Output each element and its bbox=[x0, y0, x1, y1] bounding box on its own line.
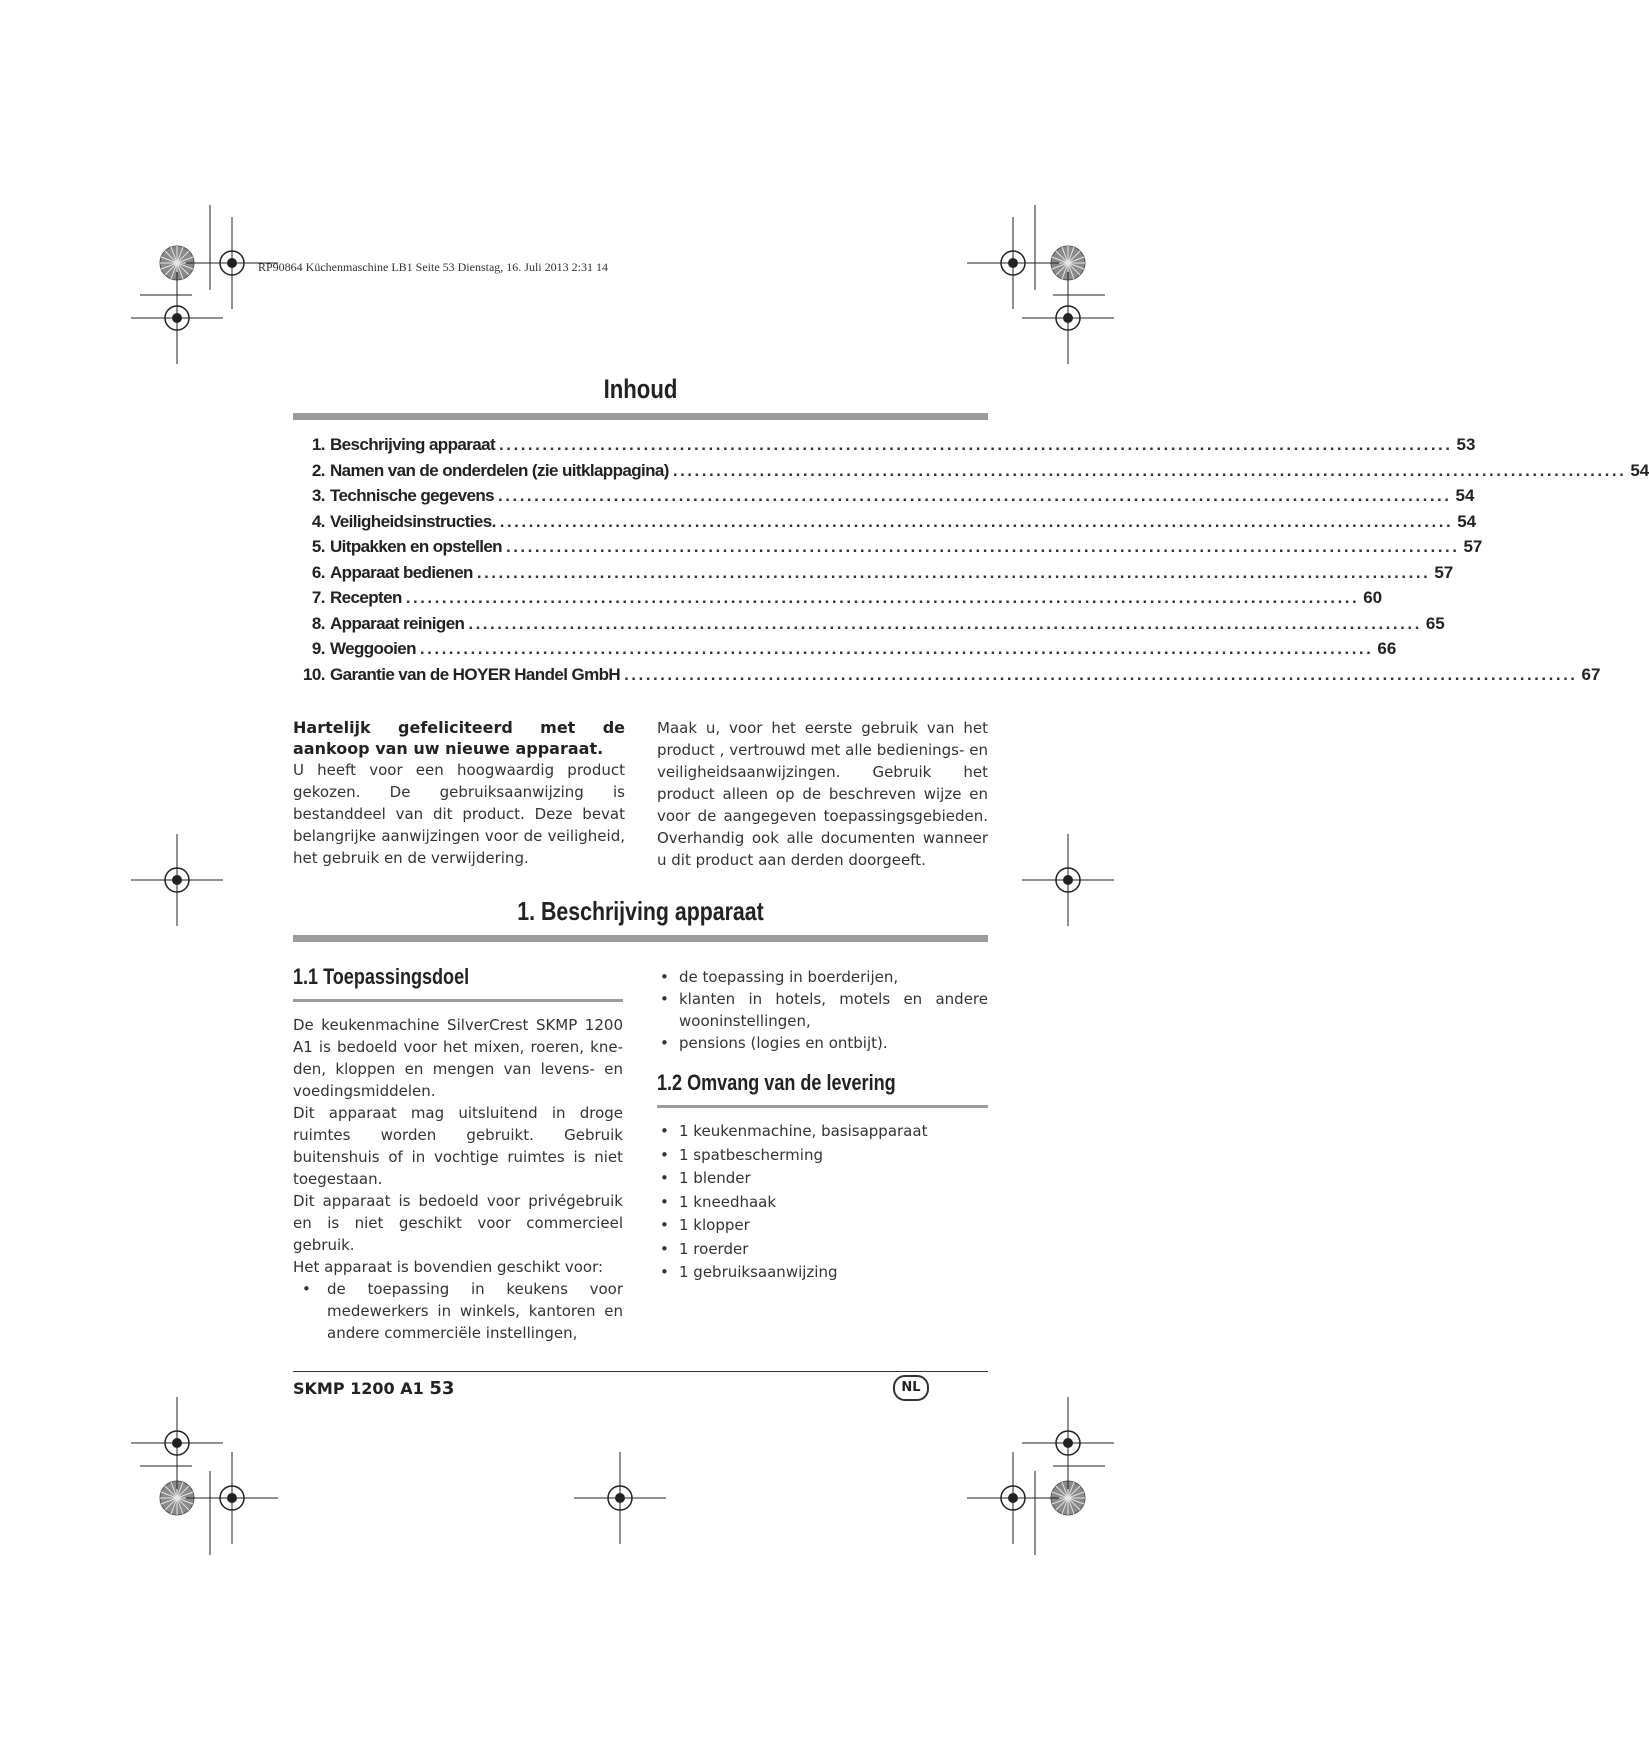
toc-row[interactable]: 6. Apparaat bedienen .................................................................................................................................... 57 bbox=[311, 562, 1454, 582]
subsection-title: 1.2 Omvang van de levering bbox=[657, 1070, 896, 1095]
delivery-scope-list bbox=[657, 1120, 988, 1285]
toc-row[interactable]: 3. Technische gegevens .................................................................................................................................... 54 bbox=[311, 486, 1475, 505]
print-info-line: RP90864 Küchenmaschine LB1 Seite 53 Dienstag, 16. Juli 2013 2:31 14 bbox=[258, 260, 608, 274]
list-item: • de toepassing in boerderijen, bbox=[657, 966, 988, 988]
crosshair-icon bbox=[186, 1452, 278, 1544]
crosshair-icon bbox=[1022, 834, 1114, 926]
suitability-list-continued bbox=[657, 966, 988, 1054]
application-purpose-text: De keukenmachine SilverCrest SKMP 1200 A1 is bedoeld voor het mixen, roeren, kne-den, kloppen en mengen van levens- en voedingsmiddelen. Dit apparaat mag uitsluitend in droge ruimtes worden gebruikt. Gebruik buitenshuis of in vochtige ruimtes is niet toegestaan. Dit apparaat is bedoeld voor privégebruik en is niet geschikt voor commercieel gebruik. Het apparaat is bovendien geschikt voor: • de toepassing in keukens voor medewerkers in winkels, kantoren en andere commerciële instellingen, bbox=[293, 1014, 623, 1344]
toc-row[interactable]: 1. Beschrijving apparaat .................................................................................................................................... 53 bbox=[311, 435, 1476, 454]
intro-right-column bbox=[657, 717, 988, 871]
section-title: 1. Beschrijving apparaat bbox=[517, 896, 764, 926]
toc-row[interactable]: 9. Weggooien .................................................................................................................................... 66 bbox=[311, 639, 1397, 658]
crosshair-icon bbox=[1022, 1397, 1114, 1489]
list-item: • 1 kneedhaak bbox=[657, 1191, 988, 1215]
list-item: • 1 blender bbox=[657, 1167, 988, 1191]
toc-title: Inhoud bbox=[603, 374, 678, 404]
page-number: 53 bbox=[429, 1378, 455, 1399]
toc-row[interactable]: 8. Apparaat reinigen .................................................................................................................................... 65 bbox=[311, 613, 1445, 633]
crosshair-icon bbox=[131, 1397, 223, 1489]
toc-row[interactable]: 2. Namen van de onderdelen (zie uitklappagina) .................................................................................................................................... 54 bbox=[311, 460, 1649, 480]
list-item: • klanten in hotels, motels en andere wooninstellingen, bbox=[657, 988, 988, 1032]
intro-left-column bbox=[293, 717, 625, 869]
intro-heading: Hartelijk gefeliciteerd met de aankoop van uw nieuwe apparaat. bbox=[293, 718, 625, 758]
list-item: • 1 spatbescherming bbox=[657, 1144, 988, 1168]
toc-row[interactable]: 4. Veiligheidsinstructies. .................................................................................................................................... 54 bbox=[311, 511, 1477, 531]
list-item: • 1 roerder bbox=[657, 1238, 988, 1262]
toc-row[interactable]: 5. Uitpakken en opstellen .................................................................................................................................... 57 bbox=[311, 537, 1483, 556]
list-item: • 1 klopper bbox=[657, 1214, 988, 1238]
language-badge: NL bbox=[893, 1375, 929, 1401]
section-title-rule bbox=[293, 935, 988, 942]
list-item: • 1 gebruiksaanwijzing bbox=[657, 1261, 988, 1285]
crosshair-icon bbox=[967, 1452, 1059, 1544]
suitability-list bbox=[293, 1278, 623, 1344]
subsection-rule bbox=[293, 999, 623, 1002]
subsection-rule bbox=[657, 1105, 988, 1108]
model-name: SKMP 1200 A1 bbox=[293, 1379, 424, 1398]
footer-model bbox=[293, 1378, 454, 1399]
crosshair-icon bbox=[131, 834, 223, 926]
footer-rule bbox=[293, 1371, 988, 1372]
toc-row[interactable]: 7. Recepten .................................................................................................................................... 60 bbox=[311, 588, 1383, 607]
list-item: • pensions (logies en ontbijt). bbox=[657, 1032, 988, 1054]
intro-left-text: U heeft voor een hoogwaardig product gekozen. De gebruiksaanwijzing is bestanddeel van dit product. Deze bevat belangrijke aanwijzingen voor de veiligheid, het gebruik en de verwijdering. bbox=[293, 761, 625, 867]
list-item: • de toepassing in keukens voor medewerkers in winkels, kantoren en andere commerciële instellingen, bbox=[299, 1278, 623, 1344]
crosshair-icon bbox=[1022, 272, 1114, 364]
list-item: • 1 keukenmachine, basisapparaat bbox=[657, 1120, 988, 1144]
crosshair-icon bbox=[967, 217, 1059, 309]
toc-row[interactable]: 10. Garantie van de HOYER Handel GmbH .................................................................................................................................... 67 bbox=[302, 664, 1601, 684]
table-of-contents bbox=[293, 435, 1649, 690]
subsection-title: 1.1 Toepassingsdoel bbox=[293, 964, 470, 989]
toc-title-rule bbox=[293, 413, 988, 420]
crosshair-icon bbox=[131, 272, 223, 364]
crosshair-icon bbox=[574, 1452, 666, 1544]
intro-right-text: Maak u, voor het eerste gebruik van het product , vertrouwd met alle bedienings- en veiligheidsaanwijzingen. Gebruik het product alleen op de beschreven wijze en voor de aangegeven toepassingsgebieden. Overhandig ook alle documenten wanneer u dit product aan derden doorgeeft. bbox=[657, 719, 988, 869]
